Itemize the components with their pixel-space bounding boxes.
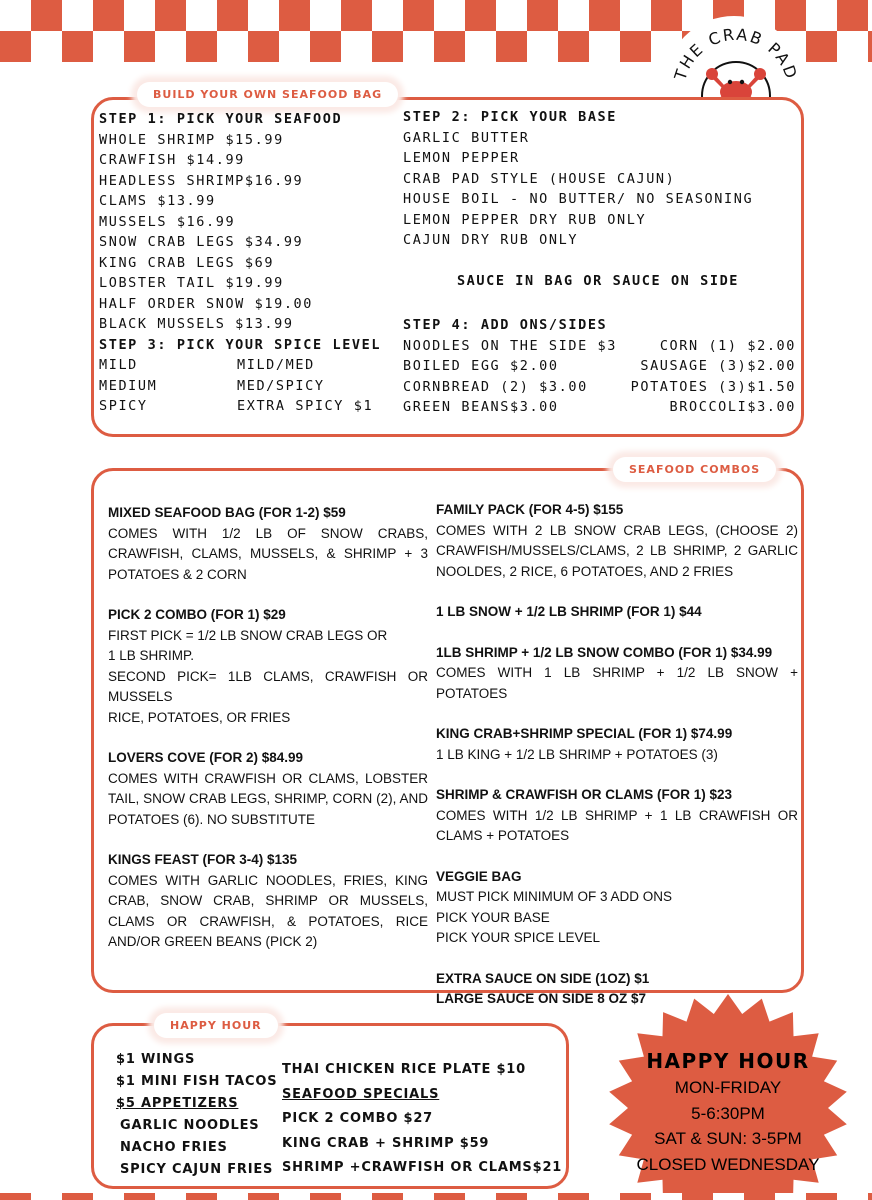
combo-desc: 1 LB KING + 1/2 LB SHRIMP + POTATOES (3) [436, 746, 718, 762]
combo-desc: PICK YOUR BASE [436, 909, 550, 925]
combo-desc: COMES WITH 1/2 LB SHRIMP + 1 LB CRAWFISH OR CLAMS + POTATOES [436, 807, 798, 843]
step4-title: STEP 4: ADD ONS/SIDES [403, 317, 608, 333]
combo-title: LOVERS COVE (FOR 2) $84.99 [108, 750, 304, 765]
seafood-item: MUSSELS $16.99 [99, 213, 236, 230]
seafood-item: SNOW CRAB LEGS $34.99 [99, 234, 304, 250]
seafood-item: HALF ORDER SNOW $19.00 [99, 295, 314, 312]
addon-item: NOODLES ON THE SIDE $3 [403, 337, 618, 354]
seafood-item: BLACK MUSSELS $13.99 [99, 316, 294, 332]
base-item: CAJUN DRY RUB ONLY [403, 232, 579, 248]
combos-tag: SEAFOOD COMBOS [613, 457, 776, 482]
combos-right-column [436, 500, 798, 1010]
hh-item: KING CRAB + SHRIMP $59 [282, 1135, 490, 1151]
combo-family-pack [436, 500, 798, 582]
burst-title: HAPPY HOUR [646, 1049, 810, 1073]
combo-pick-2 [108, 605, 428, 728]
combo-desc: COMES WITH CRAWFISH OR CLAMS, LOBSTER TAIL, SNOW CRAB LEGS, SHRIMP, CORN (2), AND POTATOES (6). NO SUBSTITUTE [108, 770, 428, 827]
hh-item: NACHO FRIES [120, 1140, 228, 1155]
combo-title: SHRIMP & CRAWFISH OR CLAMS (FOR 1) $23 [436, 787, 733, 802]
happy-hour-burst-text [592, 1049, 864, 1177]
seafood-item: HEADLESS SHRIMP$16.99 [99, 172, 304, 189]
addon-row [403, 397, 796, 418]
hh-item: PICK 2 COMBO $27 [282, 1111, 434, 1126]
build-bag-tag: BUILD YOUR OWN SEAFOOD BAG [137, 82, 398, 107]
combo-desc: COMES WITH 2 LB SNOW CRAB LEGS, (CHOOSE 2) CRAWFISH/MUSSELS/CLAMS, 2 LB SHRIMP, 2 GARLIC NOOLDES, 2 RICE, 6 POTATOES, AND 2 FRIES [436, 522, 798, 579]
base-item: LEMON PEPPER [403, 150, 520, 166]
step4-section [403, 315, 796, 418]
spice-row [99, 376, 381, 397]
combo-desc: PICK YOUR SPICE LEVEL [436, 930, 601, 945]
base-item: GARLIC BUTTER [403, 129, 530, 146]
extra-sauce-line: EXTRA SAUCE ON SIDE (1OZ) $1 [436, 970, 650, 986]
combo-title: PICK 2 COMBO (FOR 1) $29 [108, 607, 286, 622]
hh-item: $1 WINGS [116, 1052, 196, 1067]
combo-title: MIXED SEAFOOD BAG (FOR 1-2) $59 [108, 505, 346, 520]
burst-line: MON-FRIDAY [674, 1078, 782, 1097]
combo-desc: RICE, POTATOES, OR FRIES [108, 709, 291, 725]
combo-title: VEGGIE BAG [436, 868, 522, 884]
combo-desc: SECOND PICK= 1LB CLAMS, CRAWFISH OR MUSSELS [108, 668, 428, 704]
happy-hour-right [282, 1058, 562, 1181]
combo-title: FAMILY PACK (FOR 4-5) $155 [436, 502, 624, 517]
step1-section [99, 109, 381, 417]
combo-snow-shrimp [436, 602, 798, 623]
spice-row [99, 396, 381, 417]
hh-item: $1 MINI FISH TACOS [116, 1074, 278, 1089]
extra-sauce-line: LARGE SAUCE ON SIDE 8 OZ $7 [436, 991, 647, 1006]
combos-left-column [108, 503, 428, 973]
addon-item: GREEN BEANS$3.00 [403, 399, 559, 415]
spice-option: MEDIUM [99, 377, 158, 394]
step2-title: STEP 2: PICK YOUR BASE [403, 109, 618, 125]
addon-item: CORN (1) $2.00 [659, 337, 796, 354]
seafood-item: WHOLE SHRIMP $15.99 [99, 131, 284, 148]
addon-item: SAUSAGE (3)$2.00 [640, 358, 796, 374]
sauce-note: SAUCE IN BAG OR SAUCE ON SIDE [456, 273, 740, 289]
hh-item: SPICY CAJUN FRIES [120, 1162, 274, 1177]
spice-option: SPICY [99, 398, 148, 414]
combo-desc: MUST PICK MINIMUM OF 3 ADD ONS [436, 889, 673, 904]
combo-desc: COMES WITH GARLIC NOODLES, FRIES, KING CRAB, SNOW CRAB, SHRIMP OR MUSSELS, CLAMS OR CRAWFISH, & POTATOES, RICE AND/OR GREEN BEANS (PICK 2) [108, 872, 428, 949]
hh-heading: $5 APPETIZERS [116, 1096, 239, 1111]
spice-option: EXTRA SPICY $1 [237, 398, 374, 414]
step3-title: STEP 3: PICK YOUR SPICE LEVEL [99, 336, 382, 353]
combo-title: 1 LB SNOW + 1/2 LB SHRIMP (FOR 1) $44 [436, 604, 702, 619]
combo-shrimp-snow [436, 643, 798, 705]
base-item: HOUSE BOIL - NO BUTTER/ NO SEASONING [403, 191, 754, 207]
addon-row [403, 356, 796, 377]
burst-line: 5-6:30PM [691, 1103, 765, 1123]
checker-border-bottom [0, 1193, 872, 1200]
happy-hour-left [116, 1049, 277, 1181]
svg-text:THE CRAB PAD: THE CRAB PAD [670, 24, 802, 83]
step2-section [403, 107, 753, 251]
burst-line: SAT & SUN: 3-5PM [654, 1129, 802, 1148]
spice-option: MED/SPICY [237, 377, 325, 394]
happy-hour-tag: HAPPY HOUR [154, 1013, 278, 1038]
combo-desc: FIRST PICK = 1/2 LB SNOW CRAB LEGS OR [108, 627, 388, 643]
combo-desc: 1 LB SHRIMP. [108, 648, 195, 663]
addon-item: BROCCOLI$3.00 [669, 399, 796, 415]
addon-row [403, 336, 796, 357]
hh-item: SHRIMP +CRAWFISH OR CLAMS$21 [282, 1160, 563, 1175]
combo-title: KING CRAB+SHRIMP SPECIAL (FOR 1) $74.99 [436, 726, 733, 741]
addon-item: CORNBREAD (2) $3.00 [403, 378, 588, 395]
combo-shrimp-crawfish [436, 785, 798, 847]
spice-option: MILD/MED [237, 357, 315, 373]
seafood-item: LOBSTER TAIL $19.99 [99, 275, 284, 291]
hh-item: THAI CHICKEN RICE PLATE $10 [282, 1062, 526, 1077]
combo-king-crab-special [436, 724, 798, 765]
seafood-item: CRAWFISH $14.99 [99, 152, 245, 168]
combo-desc: COMES WITH 1/2 LB OF SNOW CRABS, CRAWFISH, CLAMS, MUSSELS, & SHRIMP + 3 POTATOES & 2 CORN [108, 525, 428, 582]
combo-lovers-cove [108, 748, 428, 830]
addon-item: BOILED EGG $2.00 [403, 358, 559, 374]
addon-row [403, 377, 796, 398]
step1-title: STEP 1: PICK YOUR SEAFOOD [99, 111, 343, 127]
combo-title: 1LB SHRIMP + 1/2 LB SNOW COMBO (FOR 1) $34.99 [436, 644, 773, 660]
combo-mixed-seafood-bag [108, 503, 428, 585]
burst-line: CLOSED WEDNESDAY [636, 1154, 820, 1174]
hh-heading: SEAFOOD SPECIALS [282, 1086, 440, 1102]
spice-row [99, 355, 381, 376]
combo-veggie-bag [436, 867, 798, 949]
combo-title: KINGS FEAST (FOR 3-4) $135 [108, 852, 298, 867]
seafood-item: CLAMS $13.99 [99, 193, 216, 209]
hh-item: GARLIC NOODLES [120, 1118, 260, 1133]
combo-desc: COMES WITH 1 LB SHRIMP + 1/2 LB SNOW + POTATOES [436, 665, 798, 701]
base-item: LEMON PEPPER DRY RUB ONLY [403, 211, 647, 228]
combo-kings-feast [108, 850, 428, 953]
base-item: CRAB PAD STYLE (HOUSE CAJUN) [403, 170, 676, 187]
addon-item: POTATOES (3)$1.50 [630, 378, 796, 395]
spice-option: MILD [99, 357, 138, 373]
seafood-item: KING CRAB LEGS $69 [99, 254, 275, 271]
